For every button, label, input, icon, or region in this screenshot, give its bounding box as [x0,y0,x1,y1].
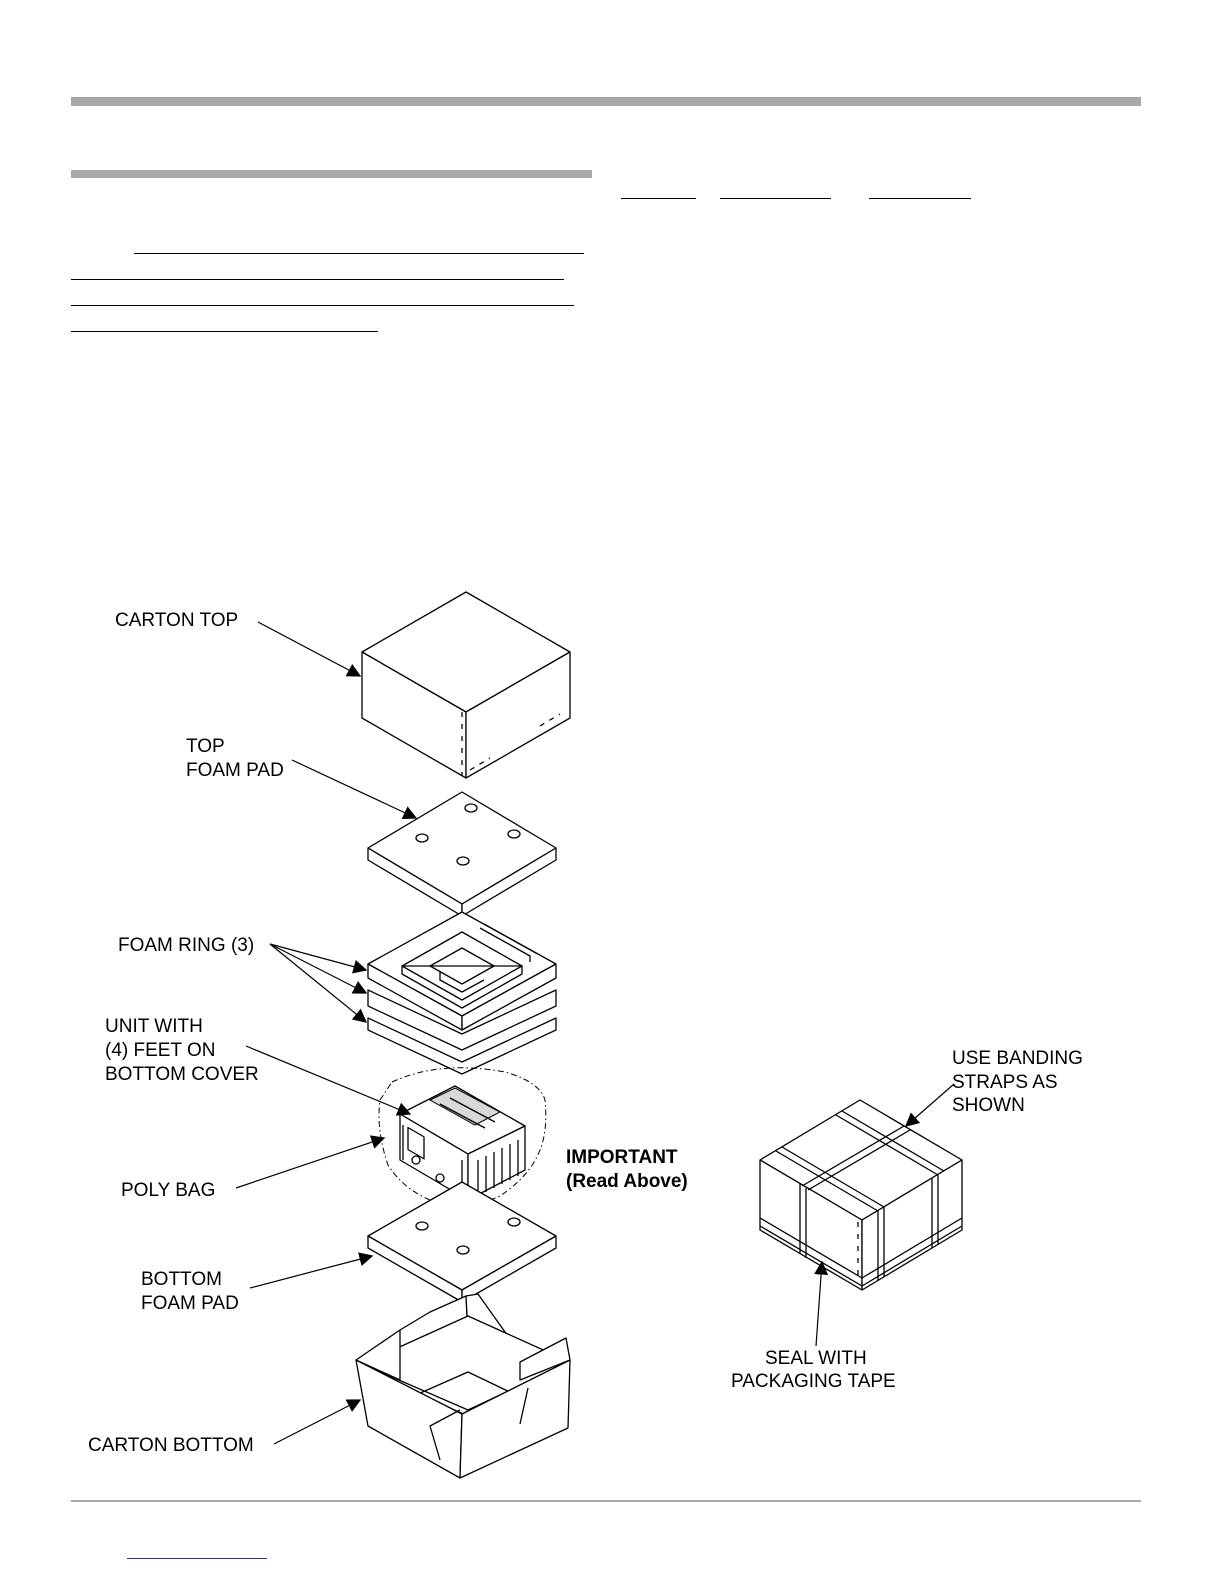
leader-top-foam-pad [292,760,416,818]
leader-bottom-foam-pad [250,1256,372,1288]
label-important-2: (Read Above) [566,1171,688,1192]
leader-foam-ring-2 [270,944,366,993]
bottom-foam-pad [368,1182,556,1302]
label-seal-1: SEAL WITH [765,1348,867,1369]
leader-poly-bag [236,1138,384,1188]
sealed-carton [760,1100,962,1290]
leader-unit [246,1046,410,1114]
label-carton-bottom: CARTON BOTTOM [88,1435,254,1456]
label-unit-2: (4) FEET ON [105,1040,216,1061]
leader-carton-bottom [274,1400,360,1444]
top-foam-pad [368,792,556,916]
leader-foam-ring-1 [270,944,366,970]
carton-top [362,592,570,778]
label-top-foam-pad-2: FOAM PAD [186,760,284,781]
leader-seal [816,1262,822,1346]
label-banding-2: STRAPS AS [952,1072,1058,1093]
label-banding-3: SHOWN [952,1095,1025,1116]
label-important-1: IMPORTANT [566,1147,678,1168]
label-bottom-foam-pad-1: BOTTOM [141,1269,222,1290]
label-bottom-foam-pad-2: FOAM PAD [141,1293,239,1314]
label-top-foam-pad-1: TOP [186,736,225,757]
leader-banding [906,1084,954,1126]
label-banding-1: USE BANDING [952,1048,1083,1069]
label-foam-ring: FOAM RING (3) [118,935,255,956]
leader-foam-ring-3 [270,944,366,1022]
label-poly-bag: POLY BAG [121,1180,216,1201]
label-unit-3: BOTTOM COVER [105,1064,259,1085]
label-unit-1: UNIT WITH [105,1016,203,1037]
carton-bottom [356,1294,570,1478]
label-seal-2: PACKAGING TAPE [731,1371,896,1392]
leader-carton-top [258,622,360,676]
label-carton-top: CARTON TOP [115,610,239,631]
